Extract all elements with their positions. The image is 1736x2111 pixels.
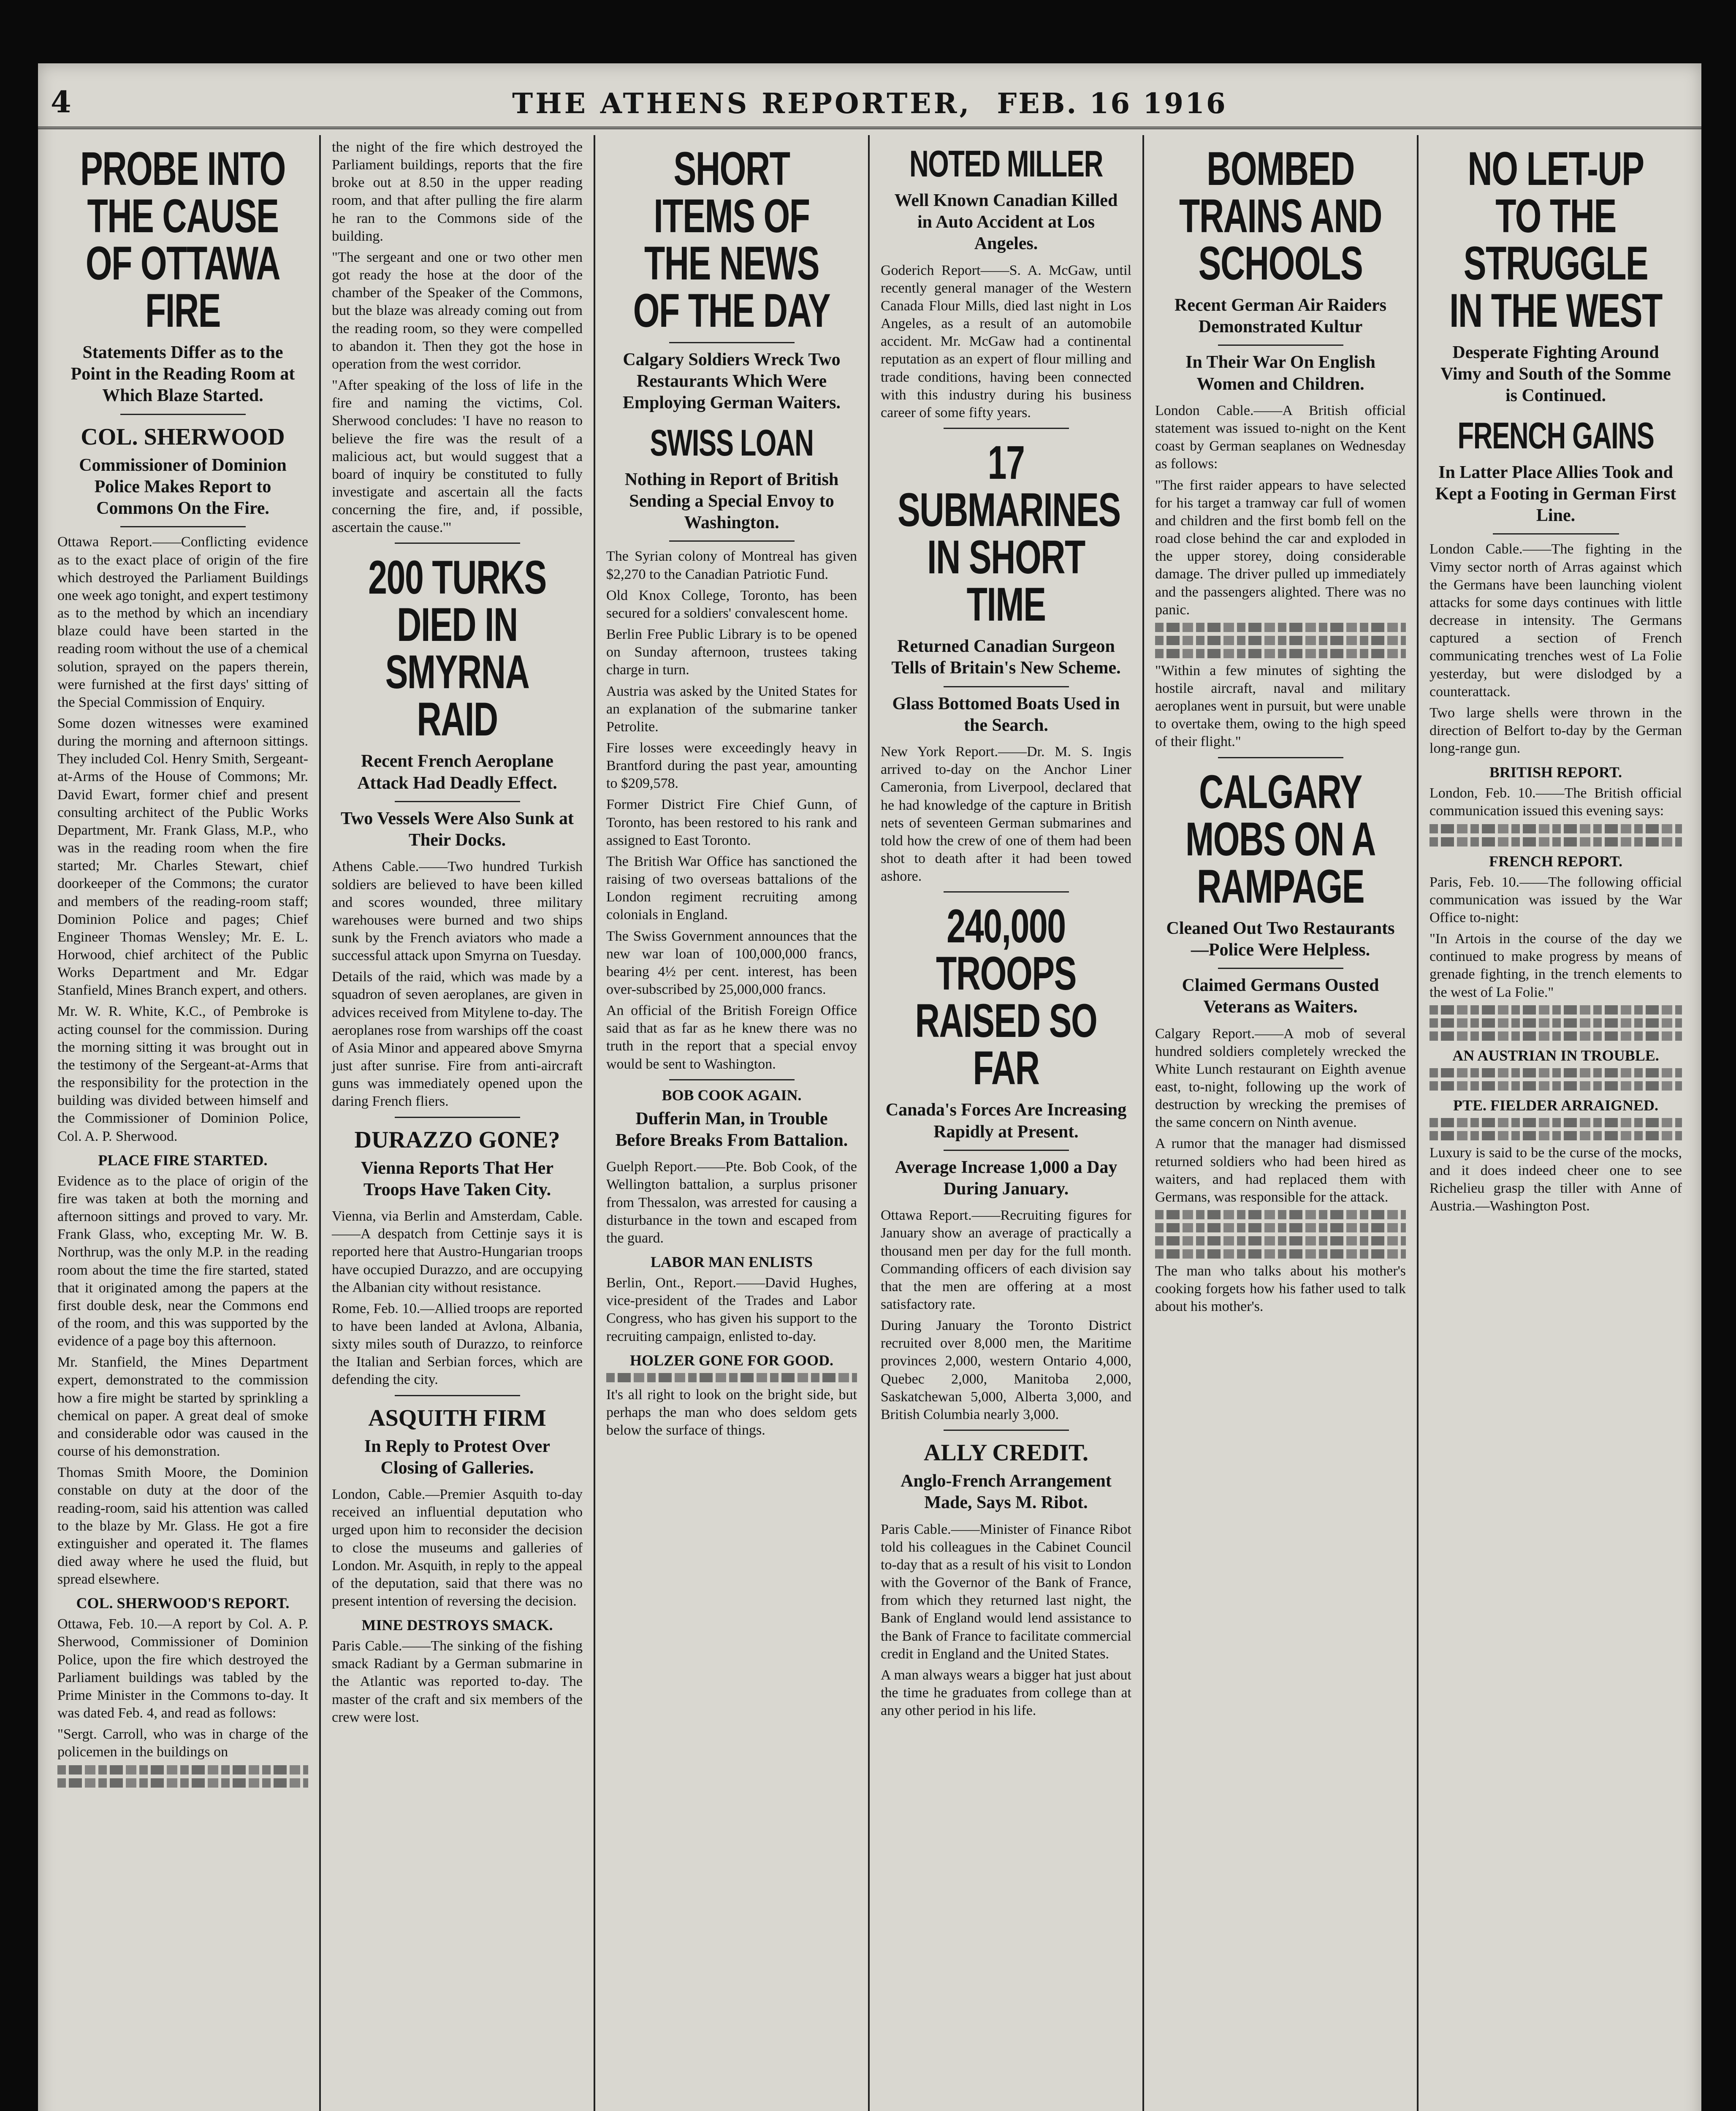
- article-paragraph: Paris Cable.——The sinking of the fishing smack Radiant by a German submarine in the Atlantic was reported to-day. The master of the craft and six members of the crew were lost.: [332, 1638, 583, 1725]
- article-paragraph: Evidence as to the place of origin of the fire was taken at both the morning and afternoon sittings and proved to vary. Mr. Frank Glass, who, excepting Mr. W. B. Northrup, was the only M.P. in the reading room about the time the fire started, stated that it originated among the papers at the first double desk, near the Commons end of the room, and this was supported by the evidence of a page boy this afternoon.: [57, 1173, 308, 1349]
- divider: [669, 342, 795, 343]
- sub-headline: ASQUITH FIRM: [368, 1405, 546, 1431]
- sub-headline: COL. SHERWOOD: [81, 423, 285, 450]
- headline: 240,000 TROOPS RAISED SO FAR: [915, 900, 1097, 1095]
- column-6: [1419, 135, 1693, 2111]
- deck: In Their War On English Women and Children.: [1185, 353, 1375, 394]
- divider: [120, 526, 246, 527]
- article-paragraph: "Within a few minutes of sighting the hostile aircraft, naval and military aeroplanes went in pursuit, but were unable to overtake them, owing to the high speed of their flight.": [1155, 662, 1406, 750]
- article-paragraph: Ottawa, Feb. 10.—A report by Col. A. P. Sherwood, Commissioner of Dominion Police, upon the fire which destroyed the Parliament buildings was tabled by the Prime Minister in the Commons to-day. It was dated Feb. 4, and read as follows:: [57, 1616, 308, 1721]
- article-paragraph: "After speaking of the loss of life in the fire and naming the victims, Col. Sherwood concludes: 'I have no reason to believe the fire was the result of a malicious act, but would suggest that a board of inquiry be constituted to fully investigate and ascertain all the facts concerning the fire, and, if possible, ascertain the cause.'": [332, 377, 583, 536]
- text-line: [1429, 1031, 1682, 1041]
- text-line: [1429, 1118, 1682, 1127]
- divider: [1218, 345, 1343, 346]
- news-item: Berlin Free Public Library is to be opened on Sunday afternoon, trustees taking charge in turn.: [606, 627, 857, 678]
- columns: [46, 135, 1693, 2111]
- text-line: [606, 1373, 857, 1382]
- article-paragraph: Berlin, Ont., Report.——David Hughes, vice-president of the Trades and Labor Congress, who has given his support to the recruiting campaign, enlisted to-day.: [606, 1275, 857, 1344]
- masthead: [38, 80, 1701, 129]
- headline: PROBE INTO THE CAUSE OF OTTAWA FIRE: [80, 142, 285, 337]
- article-paragraph: Thomas Smith Moore, the Dominion constable on duty at the door of the reading-room, said his attention was called to the blaze by Mr. Glass. He got a fire extinguisher and operated it. The flames died away where he used the fluid, but spread elsewhere.: [57, 1465, 308, 1587]
- article-paragraph: Mr. Stanfield, the Mines Department expert, demonstrated to the commission how a fire might be started by sprinkling a chemical on paper. A great deal of smoke and considerable odor was caused in the course of his demonstration.: [57, 1354, 308, 1460]
- column-1: [46, 135, 321, 2111]
- headline: NO LET-UP TO THE STRUGGLE IN THE WEST: [1449, 142, 1662, 337]
- text-line: [57, 1778, 308, 1788]
- text-line: [57, 1765, 308, 1775]
- divider: [944, 1430, 1069, 1431]
- article-paragraph: London, Cable.—Premier Asquith to-day received an influential deputation who urged upon him to reconsider the decision to close the museums and galleries of London. Mr. Asquith, in reply to the appeal of the deputation, said that there was no present intention of reversing the decision.: [332, 1487, 583, 1609]
- article-paragraph: London Cable.——The fighting in the Vimy sector north of Arras against which the Germans have been launching violent attacks for some days continues with little decrease in intensity. The Germans captured a section of French communicating trenches west of La Folie yesterday, but were dislodged by a counterattack.: [1429, 541, 1682, 700]
- article-paragraph: Goderich Report——S. A. McGaw, until recently general manager of the Western Canada Flour Mills, died last night in Los Angeles, as a result of an automobile accident. Mr. McGaw had a continental reputation as an expert of flour milling and trade conditions, having been connected with this industry during his business career of some fifty years.: [881, 262, 1131, 421]
- article-paragraph: London, Feb. 10.——The British official communication issued this evening says:: [1429, 785, 1682, 819]
- deck: Returned Canadian Surgeon Tells of Britain's New Scheme.: [891, 637, 1121, 678]
- news-item: Fire losses were exceedingly heavy in Brantford during the past year, amounting to $209,578.: [606, 740, 857, 792]
- divider: [1493, 533, 1619, 535]
- text-line: [1155, 649, 1406, 658]
- divider: [1218, 757, 1343, 758]
- deck: In Latter Place Allies Took and Kept a Footing in German First Line.: [1435, 462, 1676, 526]
- article-paragraph: Paris Cable.——Minister of Finance Ribot told his colleagues in the Cabinet Council to-day that as a result of his visit to London with the Governor of the Bank of France, from which they returned last night, the Bank of England would lend assistance to the Bank of France to facilitate commercial credit in England and the United States.: [881, 1521, 1131, 1662]
- article-paragraph: Guelph Report.——Pte. Bob Cook, of the Wellington battalion, a surplus prisoner from Thessalon, was arrested for causing a disturbance in the town and escaped from the guard.: [606, 1159, 857, 1246]
- section-subhead: MINE DESTROYS SMACK.: [361, 1617, 553, 1634]
- article-paragraph: Athens Cable.——Two hundred Turkish soldiers are believed to have been killed and scores wounded, three military warehouses were burned and two ships sunk by the French aviators who made a successful attack upon Smyrna on Tuesday.: [332, 859, 583, 964]
- text-line: [1155, 1249, 1406, 1259]
- filler-paragraph: It's all right to look on the bright side, but perhaps the man who does seldom gets below the surface of things.: [606, 1387, 857, 1438]
- headline: CALGARY MOBS ON A RAMPAGE: [1185, 765, 1375, 913]
- text-line: [1429, 1068, 1682, 1077]
- deck: Recent German Air Raiders Demonstrated Kultur: [1175, 296, 1386, 337]
- article-paragraph: "In Artois in the course of the day we continued to make progress by means of grenade fighting, in the trench elements to the west of La Folie.": [1429, 931, 1682, 1000]
- article-paragraph: Ottawa Report.——Conflicting evidence as to the exact place of origin of the fire which destroyed the Parliament Buildings one week ago tonight, and expert testimony as to the method by which an incendiary blaze could have been started in the reading room without the use of a chemical solution, sprayed on the papers therein, were furnished at the first days' sitting of the Special Commission of Enquiry.: [57, 534, 308, 710]
- section-subhead: PLACE FIRE STARTED.: [98, 1151, 268, 1169]
- column-5: [1144, 135, 1419, 2111]
- divider: [395, 801, 520, 802]
- text-line: [1155, 636, 1406, 645]
- divider: [669, 540, 795, 542]
- article-paragraph: Rome, Feb. 10.—Allied troops are reported to have been landed at Avlona, Albania, sixty miles south of Durazzo, to reinforce the Italian and Serbian forces, which are defending the city.: [332, 1300, 583, 1388]
- sub-headline: FRENCH GAINS: [1457, 414, 1654, 456]
- column-4: [870, 135, 1144, 2111]
- article-paragraph: Calgary Report.——A mob of several hundred soldiers completely wrecked the White Lunch restaurant on Eighth avenue east, to-night, following up the work of destruction by wrecking the premises of the same concern on Ninth avenue.: [1155, 1026, 1406, 1131]
- text-line: [1155, 1210, 1406, 1219]
- column-2: [321, 135, 595, 2111]
- article-paragraph: the night of the fire which destroyed the Parliament buildings, reports that the fire broke out at 8.50 in the upper reading room, and that after pulling the fire alarm he ran to the Commons side of the building.: [332, 139, 583, 244]
- article-paragraph: London Cable.——A British official statement was issued to-night on the Kent coast by German seaplanes on Wednesday as follows:: [1155, 402, 1406, 472]
- section-subhead: COL. SHERWOOD'S REPORT.: [76, 1595, 290, 1612]
- deck: Commissioner of Dominion Police Makes Report to Commons On the Fire.: [79, 455, 287, 518]
- headline: 17 SUBMARINES IN SHORT TIME: [897, 436, 1120, 631]
- deck: Calgary Soldiers Wreck Two Restaurants Which Were Employing German Waiters.: [622, 350, 841, 413]
- text-line: [1155, 1223, 1406, 1232]
- article-paragraph: Ottawa Report.——Recruiting figures for January show an average of practically a thousand men per day for the full month. Commanding officers of each division say that the men are offering at a most satisfactory rate.: [881, 1207, 1131, 1313]
- deck: Glass Bottomed Boats Used in the Search.: [892, 694, 1120, 735]
- divider: [395, 543, 520, 544]
- section-subhead: FRENCH REPORT.: [1489, 852, 1623, 870]
- divider: [944, 1150, 1069, 1151]
- headline: NOTED MILLER: [909, 143, 1103, 185]
- deck: Vienna Reports That Her Troops Have Taken City.: [361, 1158, 554, 1199]
- deck: Cleaned Out Two Restaurants—Police Were Helpless.: [1166, 918, 1395, 960]
- article-paragraph: During January the Toronto District recruited over 8,000 men, the Maritime provinces 2,000, western Ontario 4,000, Quebec 2,000, Manitoba 2,000, Saskatchewan 5,000, Alberta 3,000, and British Columbia nearly 3,000.: [881, 1318, 1131, 1422]
- deck: Statements Differ as to the Point in the Reading Room at Which Blaze Started.: [71, 343, 295, 406]
- article-paragraph: New York Report.——Dr. M. S. Ingis arrived to-day on the Anchor Liner Cameronia, from Liverpool, declared that he had knowledge of the capture in British nets of seventeen German submarines and told how the crew of one of them had been shot to death after it had been towed ashore.: [881, 744, 1131, 885]
- deck: In Reply to Protest Over Closing of Galleries.: [364, 1436, 551, 1478]
- section-subhead: BRITISH REPORT.: [1489, 764, 1622, 781]
- divider: [1218, 968, 1343, 969]
- article-paragraph: "The sergeant and one or two other men got ready the hose at the door of the chamber of the Speaker of the Commons, but the blaze was already coming out from the reading room, so they were compelled to abandon it. Then they got the hose in operation from the west corridor.: [332, 249, 583, 372]
- headline: 200 TURKS DIED IN SMYRNA RAID: [368, 551, 546, 746]
- filler-paragraph: The man who talks about his mother's cooking forgets how his father used to talk about his mother's.: [1155, 1263, 1406, 1315]
- text-line: [1429, 1018, 1682, 1028]
- deck: Claimed Germans Ousted Veterans as Waiters.: [1182, 976, 1379, 1017]
- section-subhead: BOB COOK AGAIN.: [662, 1086, 802, 1104]
- news-item: An official of the British Foreign Office said that as far as he knew there was no truth in the report that a special envoy would be sent to Washington.: [606, 1003, 857, 1072]
- divider: [944, 686, 1069, 687]
- text-line: [1429, 1131, 1682, 1140]
- deck: Desperate Fighting Around Vimy and South of the Somme is Continued.: [1440, 343, 1671, 406]
- article-paragraph: "The first raider appears to have selected for his target a tramway car full of women and children and the first bomb fell on the road close behind the car and exploded in the upper storey, doing considerable damage. The driver pulled up immediately and the passengers alighted. There was no panic.: [1155, 477, 1406, 618]
- deck: Average Increase 1,000 a Day During January.: [895, 1157, 1118, 1199]
- divider: [669, 1079, 795, 1080]
- text-line: [1429, 1005, 1682, 1015]
- divider: [395, 1395, 520, 1396]
- deck: Nothing in Report of British Sending a Special Envoy to Washington.: [624, 469, 839, 533]
- deck: Canada's Forces Are Increasing Rapidly at Present.: [885, 1100, 1127, 1142]
- deck: Recent French Aeroplane Attack Had Deadly Effect.: [357, 752, 557, 793]
- article-paragraph: Vienna, via Berlin and Amsterdam, Cable.——A despatch from Cettinje says it is reported here that Austro-Hungarian troops have occupied Durazzo, and are occupying the Albanian city without resistance.: [332, 1208, 583, 1295]
- article-paragraph: Some dozen witnesses were examined during the morning and afternoon sittings. They included Col. Henry Smith, Sergeant-at-Arms of the House of Commons; Mr. David Ewart, former chief and present consulting architect of the Public Works Department, Mr. Frank Glass, M.P., who was in the reading room when the fire started; Mr. Charles Stewart, chief doorkeeper of the Commons; the curator and members of the reading-room staff; Dominion Police and pages; Chief Engineer Thomas Wensley; Mr. E. L. Horwood, chief architect of the Public Works Department and Mr. Edgar Stanfield, Mines Branch expert, and others.: [57, 715, 308, 999]
- deck: Two Vessels Were Also Sunk at Their Docks.: [341, 809, 574, 850]
- news-item: The British War Office has sanctioned the raising of two overseas battalions of the London regiment recruiting among colonials in England.: [606, 853, 857, 923]
- sub-headline: ALLY CREDIT.: [923, 1440, 1089, 1466]
- text-line: [1155, 623, 1406, 632]
- deck: Well Known Canadian Killed in Auto Accident at Los Angeles.: [894, 191, 1118, 254]
- sub-headline: DURAZZO GONE?: [354, 1126, 560, 1153]
- article-paragraph: "Sergt. Carroll, who was in charge of the policemen in the buildings on: [57, 1726, 308, 1760]
- newspaper-page: [38, 63, 1701, 2111]
- divider: [395, 1117, 520, 1118]
- news-item: Old Knox College, Toronto, has been secured for a soldiers' convalescent home.: [606, 587, 857, 621]
- article-paragraph: A rumor that the manager had dismissed returned soldiers who had been hired as waiters, and had replaced them with Germans, was responsible for the attack.: [1155, 1136, 1406, 1205]
- issue-date: FEB. 16 1916: [997, 87, 1227, 120]
- sub-headline: SWISS LOAN: [650, 421, 814, 464]
- news-item: Austria was asked by the United States for an explanation of the submarine tanker Petrolite.: [606, 683, 857, 735]
- headline: SHORT ITEMS OF THE NEWS OF THE DAY: [633, 142, 830, 337]
- text-line: [1429, 837, 1682, 847]
- divider: [120, 414, 246, 415]
- text-line: [1155, 1236, 1406, 1245]
- article-paragraph: Mr. W. R. White, K.C., of Pembroke is acting counsel for the commission. During the morning sitting it was brought out in the testimony of the Sergeant-at-Arms that the responsibility for the protection in the building was divided between himself and the Commissioner of Dominion Police, Col. A. P. Sherwood.: [57, 1004, 308, 1144]
- text-line: [1429, 824, 1682, 833]
- column-3: [595, 135, 870, 2111]
- article-paragraph: Details of the raid, which was made by a squadron of seven aeroplanes, are given in advices received from Mitylene to-day. The aeroplanes rose from warships off the coast of Asia Minor and appeared above Smyrna just after sunrise. Fire from anti-aircraft guns was immediately opened upon the daring French fliers.: [332, 969, 583, 1110]
- headline: BOMBED TRAINS AND SCHOOLS: [1179, 142, 1382, 290]
- page-number: 4: [51, 84, 71, 119]
- divider: [944, 428, 1069, 429]
- text-line: [1429, 1081, 1682, 1091]
- news-item: The Syrian colony of Montreal has given $2,270 to the Canadian Patriotic Fund.: [606, 548, 857, 582]
- news-item: Former District Fire Chief Gunn, of Toronto, has been restored to his rank and assigned to East Toronto.: [606, 797, 857, 848]
- section-subhead: LABOR MAN ENLISTS: [650, 1254, 813, 1271]
- deck: Dufferin Man, in Trouble Before Breaks From Battalion.: [615, 1109, 848, 1150]
- section-subhead: HOLZER GONE FOR GOOD.: [629, 1351, 834, 1369]
- divider: [944, 891, 1069, 893]
- article-paragraph: Paris, Feb. 10.——The following official communication was issued by the War Office to-night:: [1429, 874, 1682, 925]
- section-subhead: PTE. FIELDER ARRAIGNED.: [1453, 1096, 1659, 1114]
- section-subhead: AN AUSTRIAN IN TROUBLE.: [1452, 1047, 1659, 1064]
- filler-paragraph: A man always wears a bigger hat just about the time he graduates from college than at any other period in his life.: [881, 1667, 1131, 1719]
- article-paragraph: Two large shells were thrown in the direction of Belfort to-day by the German long-range gun.: [1429, 705, 1682, 757]
- newspaper-title: THE ATHENS REPORTER,: [512, 87, 972, 120]
- news-item: The Swiss Government announces that the new war loan of 100,000,000 francs, bearing 4½ per cent. interest, has been over-subscribed by 25,000,000 francs.: [606, 928, 857, 997]
- deck: Anglo-French Arrangement Made, Says M. Ribot.: [901, 1471, 1112, 1513]
- filler-paragraph: Luxury is said to be the curse of the mocks, and it does indeed cheer one to see Richelieu grasp the tiller with Anne of Austria.—Washington Post.: [1429, 1145, 1682, 1214]
